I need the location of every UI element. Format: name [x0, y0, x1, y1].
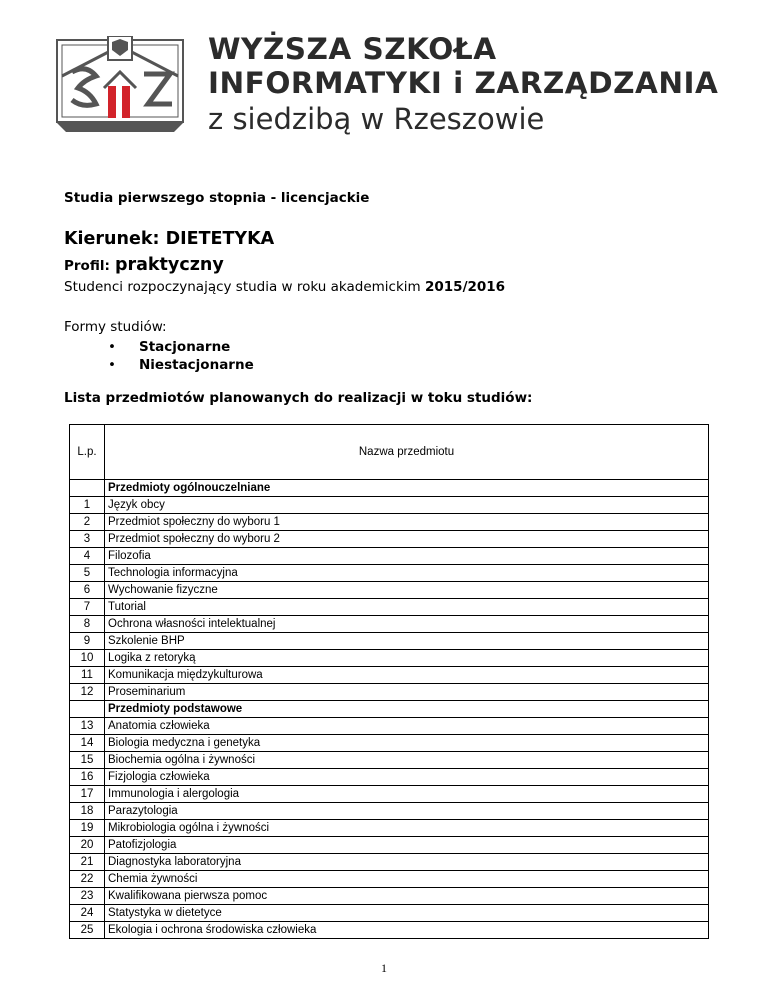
- field-of-study: Kierunek: DIETETYKA: [64, 229, 275, 249]
- subject-name: Anatomia człowieka: [105, 718, 709, 735]
- subject-name: Szkolenie BHP: [105, 633, 709, 650]
- university-name-line2: INFORMATYKI i ZARZĄDZANIA: [208, 66, 719, 100]
- subject-name: Przedmiot społeczny do wyboru 2: [105, 531, 709, 548]
- study-form-label: Niestacjonarne: [139, 357, 254, 373]
- study-form-item: [108, 338, 254, 356]
- profile-value: praktyczny: [114, 255, 224, 275]
- table-row: [70, 735, 709, 752]
- university-logo: [56, 36, 184, 136]
- row-number: 9: [70, 633, 105, 650]
- table-row: [70, 871, 709, 888]
- study-form-item: [108, 356, 254, 374]
- table-row: [70, 820, 709, 837]
- table-row: [70, 888, 709, 905]
- subject-name: Patofizjologia: [105, 837, 709, 854]
- table-row: [70, 599, 709, 616]
- study-profile: [64, 255, 224, 275]
- subject-name: Diagnostyka laboratoryjna: [105, 854, 709, 871]
- subject-name: Fizjologia człowieka: [105, 769, 709, 786]
- row-number: 16: [70, 769, 105, 786]
- university-seat: z siedzibą w Rzeszowie: [208, 102, 545, 136]
- row-number: 2: [70, 514, 105, 531]
- bullet-icon: •: [108, 357, 116, 373]
- table-row: [70, 548, 709, 565]
- table-row: [70, 616, 709, 633]
- academic-year: 2015/2016: [425, 279, 506, 295]
- table-row: [70, 803, 709, 820]
- section-title: Przedmioty podstawowe: [105, 701, 709, 718]
- subjects-list-title: Lista przedmiotów planowanych do realizacji w toku studiów:: [64, 390, 533, 406]
- row-number: 18: [70, 803, 105, 820]
- subject-name: Technologia informacyjna: [105, 565, 709, 582]
- students-info: [64, 279, 505, 295]
- subject-name: Ekologia i ochrona środowiska człowieka: [105, 922, 709, 939]
- subject-name: Kwalifikowana pierwsza pomoc: [105, 888, 709, 905]
- subject-name: Parazytologia: [105, 803, 709, 820]
- row-number: 25: [70, 922, 105, 939]
- subject-name: Przedmiot społeczny do wyboru 1: [105, 514, 709, 531]
- subject-name: Proseminarium: [105, 684, 709, 701]
- subject-name: Komunikacja międzykulturowa: [105, 667, 709, 684]
- row-number: 19: [70, 820, 105, 837]
- forms-label: Formy studiów:: [64, 319, 167, 335]
- subject-name: Biochemia ogólna i żywności: [105, 752, 709, 769]
- table-row: [70, 667, 709, 684]
- table-row: [70, 531, 709, 548]
- study-form-label: Stacjonarne: [139, 339, 231, 355]
- study-level: Studia pierwszego stopnia - licencjackie: [64, 190, 370, 206]
- row-number: 5: [70, 565, 105, 582]
- subjects-table-body: [70, 480, 709, 939]
- subject-name: Logika z retoryką: [105, 650, 709, 667]
- row-number: 23: [70, 888, 105, 905]
- row-number: 13: [70, 718, 105, 735]
- university-name-line1: WYŻSZA SZKOŁA: [208, 32, 497, 66]
- row-number: 1: [70, 497, 105, 514]
- column-header-name: Nazwa przedmiotu: [105, 425, 709, 480]
- subject-name: Filozofia: [105, 548, 709, 565]
- row-number: 8: [70, 616, 105, 633]
- subject-name: Mikrobiologia ogólna i żywności: [105, 820, 709, 837]
- section-row: [70, 480, 709, 497]
- row-number: 14: [70, 735, 105, 752]
- row-number: 21: [70, 854, 105, 871]
- subject-name: Chemia żywności: [105, 871, 709, 888]
- university-name: [208, 32, 719, 136]
- row-number: 6: [70, 582, 105, 599]
- table-row: [70, 565, 709, 582]
- table-row: [70, 582, 709, 599]
- section-title: Przedmioty ogólnouczelniane: [105, 480, 709, 497]
- profile-label: Profil:: [64, 258, 110, 274]
- table-row: [70, 514, 709, 531]
- row-number: 12: [70, 684, 105, 701]
- column-header-lp: L.p.: [70, 425, 105, 480]
- row-number: 10: [70, 650, 105, 667]
- subjects-table: [69, 424, 709, 939]
- section-row: [70, 701, 709, 718]
- row-number: 24: [70, 905, 105, 922]
- row-number: [70, 701, 105, 718]
- table-row: [70, 497, 709, 514]
- row-number: [70, 480, 105, 497]
- row-number: 7: [70, 599, 105, 616]
- table-row: [70, 769, 709, 786]
- bullet-icon: •: [108, 339, 116, 355]
- subject-name: Statystyka w dietetyce: [105, 905, 709, 922]
- table-row: [70, 718, 709, 735]
- table-row: [70, 922, 709, 939]
- row-number: 15: [70, 752, 105, 769]
- table-row: [70, 854, 709, 871]
- table-row: [70, 633, 709, 650]
- table-row: [70, 684, 709, 701]
- row-number: 3: [70, 531, 105, 548]
- table-row: [70, 650, 709, 667]
- study-forms-list: [108, 338, 254, 374]
- table-row: [70, 752, 709, 769]
- table-header-row: [70, 425, 709, 480]
- subject-name: Wychowanie fizyczne: [105, 582, 709, 599]
- table-row: [70, 905, 709, 922]
- subject-name: Tutorial: [105, 599, 709, 616]
- table-row: [70, 837, 709, 854]
- row-number: 17: [70, 786, 105, 803]
- row-number: 4: [70, 548, 105, 565]
- row-number: 20: [70, 837, 105, 854]
- subject-name: Biologia medyczna i genetyka: [105, 735, 709, 752]
- row-number: 22: [70, 871, 105, 888]
- page-number: 1: [381, 961, 387, 975]
- students-text: Studenci rozpoczynający studia w roku akademickim: [64, 279, 421, 295]
- subject-name: Język obcy: [105, 497, 709, 514]
- row-number: 11: [70, 667, 105, 684]
- subject-name: Ochrona własności intelektualnej: [105, 616, 709, 633]
- table-row: [70, 786, 709, 803]
- subject-name: Immunologia i alergologia: [105, 786, 709, 803]
